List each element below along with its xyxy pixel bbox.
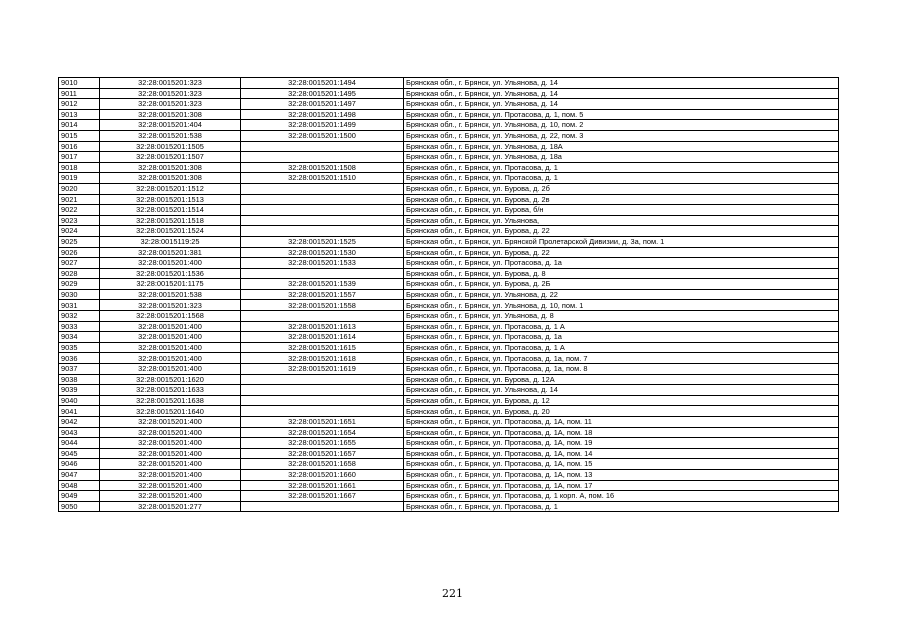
row-number-cell: 9012 (59, 99, 100, 110)
parent-cadastral-number-cell: 32:28:0015201:323 (100, 99, 241, 110)
address-cell: Брянская обл., г. Брянск, ул. Бурова, д. 22 (404, 247, 839, 258)
property-registry-table (58, 77, 839, 512)
table-row (59, 130, 839, 141)
address-cell: Брянская обл., г. Брянск, ул. Бурова, д. 12 (404, 395, 839, 406)
cadastral-number-cell: 32:28:0015201:1619 (241, 364, 404, 375)
address-cell: Брянская обл., г. Брянск, ул. Ульянова, д. 18а (404, 152, 839, 163)
parent-cadastral-number-cell: 32:28:0015201:1518 (100, 215, 241, 226)
parent-cadastral-number-cell: 32:28:0015201:400 (100, 469, 241, 480)
parent-cadastral-number-cell: 32:28:0015201:400 (100, 258, 241, 269)
table-row (59, 448, 839, 459)
row-number-cell: 9014 (59, 120, 100, 131)
address-cell: Брянская обл., г. Брянск, ул. Протасова, д. 1А, пом. 15 (404, 459, 839, 470)
parent-cadastral-number-cell: 32:28:0015201:538 (100, 289, 241, 300)
address-cell: Брянская обл., г. Брянск, ул. Брянской Пролетарской Дивизии, д. 3а, пом. 1 (404, 236, 839, 247)
table-row (59, 491, 839, 502)
parent-cadastral-number-cell: 32:28:0015201:1536 (100, 268, 241, 279)
address-cell: Брянская обл., г. Брянск, ул. Ульянова, д. 14 (404, 385, 839, 396)
address-cell: Брянская обл., г. Брянск, ул. Протасова, д. 1 (404, 501, 839, 512)
cadastral-number-cell: 32:28:0015201:1614 (241, 332, 404, 343)
parent-cadastral-number-cell: 32:28:0015201:1514 (100, 205, 241, 216)
cadastral-number-cell: 32:28:0015201:1655 (241, 438, 404, 449)
parent-cadastral-number-cell: 32:28:0015201:400 (100, 417, 241, 428)
row-number-cell: 9035 (59, 342, 100, 353)
cadastral-number-cell: 32:28:0015201:1539 (241, 279, 404, 290)
row-number-cell: 9041 (59, 406, 100, 417)
cadastral-number-cell: 32:28:0015201:1615 (241, 342, 404, 353)
address-cell: Брянская обл., г. Брянск, ул. Бурова, д. 2в (404, 194, 839, 205)
parent-cadastral-number-cell: 32:28:0015201:1524 (100, 226, 241, 237)
table-row (59, 332, 839, 343)
row-number-cell: 9038 (59, 374, 100, 385)
row-number-cell: 9048 (59, 480, 100, 491)
parent-cadastral-number-cell: 32:28:0015201:400 (100, 427, 241, 438)
address-cell: Брянская обл., г. Брянск, ул. Протасова, д. 1А, пом. 11 (404, 417, 839, 428)
row-number-cell: 9015 (59, 130, 100, 141)
parent-cadastral-number-cell: 32:28:0015201:1507 (100, 152, 241, 163)
parent-cadastral-number-cell: 32:28:0015201:400 (100, 459, 241, 470)
table-row (59, 162, 839, 173)
cadastral-number-cell (241, 183, 404, 194)
table-row (59, 183, 839, 194)
parent-cadastral-number-cell: 32:28:0015201:1513 (100, 194, 241, 205)
address-cell: Брянская обл., г. Брянск, ул. Протасова, д. 1А, пом. 17 (404, 480, 839, 491)
cadastral-number-cell (241, 268, 404, 279)
table-row (59, 279, 839, 290)
table-row (59, 417, 839, 428)
cadastral-number-cell: 32:28:0015201:1495 (241, 88, 404, 99)
cadastral-number-cell: 32:28:0015201:1613 (241, 321, 404, 332)
address-cell: Брянская обл., г. Брянск, ул. Протасова, д. 1а (404, 332, 839, 343)
table-row (59, 427, 839, 438)
cadastral-number-cell (241, 141, 404, 152)
row-number-cell: 9037 (59, 364, 100, 375)
cadastral-number-cell: 32:28:0015201:1510 (241, 173, 404, 184)
row-number-cell: 9024 (59, 226, 100, 237)
parent-cadastral-number-cell: 32:28:0015201:400 (100, 448, 241, 459)
row-number-cell: 9013 (59, 109, 100, 120)
cadastral-number-cell (241, 501, 404, 512)
cadastral-number-cell: 32:28:0015201:1525 (241, 236, 404, 247)
row-number-cell: 9044 (59, 438, 100, 449)
parent-cadastral-number-cell: 32:28:0015201:400 (100, 353, 241, 364)
cadastral-number-cell (241, 406, 404, 417)
address-cell: Брянская обл., г. Брянск, ул. Протасова, д. 1 (404, 173, 839, 184)
table-row (59, 194, 839, 205)
address-cell: Брянская обл., г. Брянск, ул. Ульянова, д. 22 (404, 289, 839, 300)
cadastral-number-cell (241, 226, 404, 237)
table-row (59, 109, 839, 120)
row-number-cell: 9049 (59, 491, 100, 502)
parent-cadastral-number-cell: 32:28:0015201:381 (100, 247, 241, 258)
table-row (59, 152, 839, 163)
parent-cadastral-number-cell: 32:28:0015201:308 (100, 173, 241, 184)
row-number-cell: 9021 (59, 194, 100, 205)
row-number-cell: 9011 (59, 88, 100, 99)
row-number-cell: 9028 (59, 268, 100, 279)
parent-cadastral-number-cell: 32:28:0015201:404 (100, 120, 241, 131)
address-cell: Брянская обл., г. Брянск, ул. Протасова, д. 1А, пом. 13 (404, 469, 839, 480)
parent-cadastral-number-cell: 32:28:0015201:400 (100, 491, 241, 502)
address-cell: Брянская обл., г. Брянск, ул. Ульянова, д. 14 (404, 88, 839, 99)
table-row (59, 385, 839, 396)
address-cell: Брянская обл., г. Брянск, ул. Протасова, д. 1А, пом. 14 (404, 448, 839, 459)
cadastral-number-cell: 32:28:0015201:1651 (241, 417, 404, 428)
table-row (59, 78, 839, 89)
cadastral-number-cell: 32:28:0015201:1558 (241, 300, 404, 311)
address-cell: Брянская обл., г. Брянск, ул. Протасова, д. 1а (404, 258, 839, 269)
table-row (59, 289, 839, 300)
row-number-cell: 9029 (59, 279, 100, 290)
table-row (59, 321, 839, 332)
parent-cadastral-number-cell: 32:28:0015201:308 (100, 109, 241, 120)
address-cell: Брянская обл., г. Брянск, ул. Протасова, д. 1а, пом. 8 (404, 364, 839, 375)
table-row (59, 311, 839, 322)
registry-table-body (59, 78, 839, 512)
table-row (59, 258, 839, 269)
address-cell: Брянская обл., г. Брянск, ул. Бурова, д. 20 (404, 406, 839, 417)
parent-cadastral-number-cell: 32:28:0015201:400 (100, 438, 241, 449)
cadastral-number-cell (241, 374, 404, 385)
address-cell: Брянская обл., г. Брянск, ул. Протасова, д. 1А, пом. 19 (404, 438, 839, 449)
cadastral-number-cell: 32:28:0015201:1661 (241, 480, 404, 491)
cadastral-number-cell (241, 395, 404, 406)
parent-cadastral-number-cell: 32:28:0015201:400 (100, 321, 241, 332)
cadastral-number-cell: 32:28:0015201:1508 (241, 162, 404, 173)
cadastral-number-cell: 32:28:0015201:1499 (241, 120, 404, 131)
table-row (59, 120, 839, 131)
parent-cadastral-number-cell: 32:28:0015119:25 (100, 236, 241, 247)
parent-cadastral-number-cell: 32:28:0015201:1505 (100, 141, 241, 152)
cadastral-number-cell: 32:28:0015201:1500 (241, 130, 404, 141)
table-row (59, 173, 839, 184)
table-row (59, 236, 839, 247)
table-row (59, 268, 839, 279)
row-number-cell: 9030 (59, 289, 100, 300)
row-number-cell: 9017 (59, 152, 100, 163)
address-cell: Брянская обл., г. Брянск, ул. Ульянова, д. 22, пом. 3 (404, 130, 839, 141)
address-cell: Брянская обл., г. Брянск, ул. Протасова, д. 1 А (404, 342, 839, 353)
parent-cadastral-number-cell: 32:28:0015201:1633 (100, 385, 241, 396)
parent-cadastral-number-cell: 32:28:0015201:323 (100, 78, 241, 89)
table-row (59, 501, 839, 512)
parent-cadastral-number-cell: 32:28:0015201:400 (100, 480, 241, 491)
table-row (59, 88, 839, 99)
cadastral-number-cell: 32:28:0015201:1618 (241, 353, 404, 364)
table-row (59, 141, 839, 152)
table-row (59, 99, 839, 110)
table-row (59, 406, 839, 417)
cadastral-number-cell: 32:28:0015201:1658 (241, 459, 404, 470)
cadastral-number-cell (241, 385, 404, 396)
parent-cadastral-number-cell: 32:28:0015201:323 (100, 88, 241, 99)
row-number-cell: 9022 (59, 205, 100, 216)
address-cell: Брянская обл., г. Брянск, ул. Ульянова, д. 18А (404, 141, 839, 152)
parent-cadastral-number-cell: 32:28:0015201:1175 (100, 279, 241, 290)
parent-cadastral-number-cell: 32:28:0015201:400 (100, 332, 241, 343)
cadastral-number-cell: 32:28:0015201:1497 (241, 99, 404, 110)
cadastral-number-cell: 32:28:0015201:1533 (241, 258, 404, 269)
address-cell: Брянская обл., г. Брянск, ул. Ульянова, д. 10, пом. 2 (404, 120, 839, 131)
row-number-cell: 9018 (59, 162, 100, 173)
row-number-cell: 9046 (59, 459, 100, 470)
row-number-cell: 9026 (59, 247, 100, 258)
parent-cadastral-number-cell: 32:28:0015201:400 (100, 364, 241, 375)
row-number-cell: 9019 (59, 173, 100, 184)
address-cell: Брянская обл., г. Брянск, ул. Ульянова, д. 10, пом. 1 (404, 300, 839, 311)
table-row (59, 342, 839, 353)
table-row (59, 374, 839, 385)
cadastral-number-cell (241, 215, 404, 226)
address-cell: Брянская обл., г. Брянск, ул. Протасова, д. 1 (404, 162, 839, 173)
row-number-cell: 9031 (59, 300, 100, 311)
address-cell: Брянская обл., г. Брянск, ул. Протасова, д. 1а, пом. 7 (404, 353, 839, 364)
row-number-cell: 9040 (59, 395, 100, 406)
parent-cadastral-number-cell: 32:28:0015201:1640 (100, 406, 241, 417)
row-number-cell: 9016 (59, 141, 100, 152)
address-cell: Брянская обл., г. Брянск, ул. Протасова, д. 1А, пом. 18 (404, 427, 839, 438)
cadastral-number-cell: 32:28:0015201:1498 (241, 109, 404, 120)
table-row (59, 215, 839, 226)
parent-cadastral-number-cell: 32:28:0015201:538 (100, 130, 241, 141)
cadastral-number-cell: 32:28:0015201:1557 (241, 289, 404, 300)
page-number: 221 (442, 587, 463, 600)
address-cell: Брянская обл., г. Брянск, ул. Бурова, д. 12А (404, 374, 839, 385)
cadastral-number-cell (241, 205, 404, 216)
row-number-cell: 9032 (59, 311, 100, 322)
parent-cadastral-number-cell: 32:28:0015201:323 (100, 300, 241, 311)
cadastral-number-cell: 32:28:0015201:1667 (241, 491, 404, 502)
table-row (59, 480, 839, 491)
cadastral-number-cell: 32:28:0015201:1660 (241, 469, 404, 480)
table-row (59, 226, 839, 237)
address-cell: Брянская обл., г. Брянск, ул. Бурова, д. 2Б (404, 279, 839, 290)
address-cell: Брянская обл., г. Брянск, ул. Ульянова, д. 14 (404, 78, 839, 89)
address-cell: Брянская обл., г. Брянск, ул. Ульянова, д. 8 (404, 311, 839, 322)
parent-cadastral-number-cell: 32:28:0015201:277 (100, 501, 241, 512)
parent-cadastral-number-cell: 32:28:0015201:1638 (100, 395, 241, 406)
table-row (59, 300, 839, 311)
row-number-cell: 9047 (59, 469, 100, 480)
parent-cadastral-number-cell: 32:28:0015201:1568 (100, 311, 241, 322)
address-cell: Брянская обл., г. Брянск, ул. Ульянова, (404, 215, 839, 226)
table-row (59, 353, 839, 364)
parent-cadastral-number-cell: 32:28:0015201:1620 (100, 374, 241, 385)
address-cell: Брянская обл., г. Брянск, ул. Бурова, д. 8 (404, 268, 839, 279)
cadastral-number-cell (241, 311, 404, 322)
cadastral-number-cell (241, 194, 404, 205)
parent-cadastral-number-cell: 32:28:0015201:308 (100, 162, 241, 173)
cadastral-number-cell: 32:28:0015201:1530 (241, 247, 404, 258)
table-row (59, 469, 839, 480)
cadastral-number-cell: 32:28:0015201:1657 (241, 448, 404, 459)
row-number-cell: 9042 (59, 417, 100, 428)
row-number-cell: 9043 (59, 427, 100, 438)
table-row (59, 438, 839, 449)
row-number-cell: 9033 (59, 321, 100, 332)
row-number-cell: 9039 (59, 385, 100, 396)
cadastral-number-cell: 32:28:0015201:1654 (241, 427, 404, 438)
row-number-cell: 9025 (59, 236, 100, 247)
address-cell: Брянская обл., г. Брянск, ул. Бурова, д. 22 (404, 226, 839, 237)
row-number-cell: 9050 (59, 501, 100, 512)
parent-cadastral-number-cell: 32:28:0015201:400 (100, 342, 241, 353)
address-cell: Брянская обл., г. Брянск, ул. Ульянова, д. 14 (404, 99, 839, 110)
row-number-cell: 9020 (59, 183, 100, 194)
address-cell: Брянская обл., г. Брянск, ул. Бурова, д. 2б (404, 183, 839, 194)
table-row (59, 459, 839, 470)
table-row (59, 247, 839, 258)
row-number-cell: 9023 (59, 215, 100, 226)
table-row (59, 364, 839, 375)
address-cell: Брянская обл., г. Брянск, ул. Протасова, д. 1 А (404, 321, 839, 332)
row-number-cell: 9027 (59, 258, 100, 269)
table-row (59, 395, 839, 406)
parent-cadastral-number-cell: 32:28:0015201:1512 (100, 183, 241, 194)
row-number-cell: 9010 (59, 78, 100, 89)
address-cell: Брянская обл., г. Брянск, ул. Протасова, д. 1 корп. А, пом. 16 (404, 491, 839, 502)
table-row (59, 205, 839, 216)
row-number-cell: 9045 (59, 448, 100, 459)
cadastral-number-cell: 32:28:0015201:1494 (241, 78, 404, 89)
address-cell: Брянская обл., г. Брянск, ул. Бурова, б/н (404, 205, 839, 216)
cadastral-number-cell (241, 152, 404, 163)
row-number-cell: 9034 (59, 332, 100, 343)
address-cell: Брянская обл., г. Брянск, ул. Протасова, д. 1, пом. 5 (404, 109, 839, 120)
row-number-cell: 9036 (59, 353, 100, 364)
